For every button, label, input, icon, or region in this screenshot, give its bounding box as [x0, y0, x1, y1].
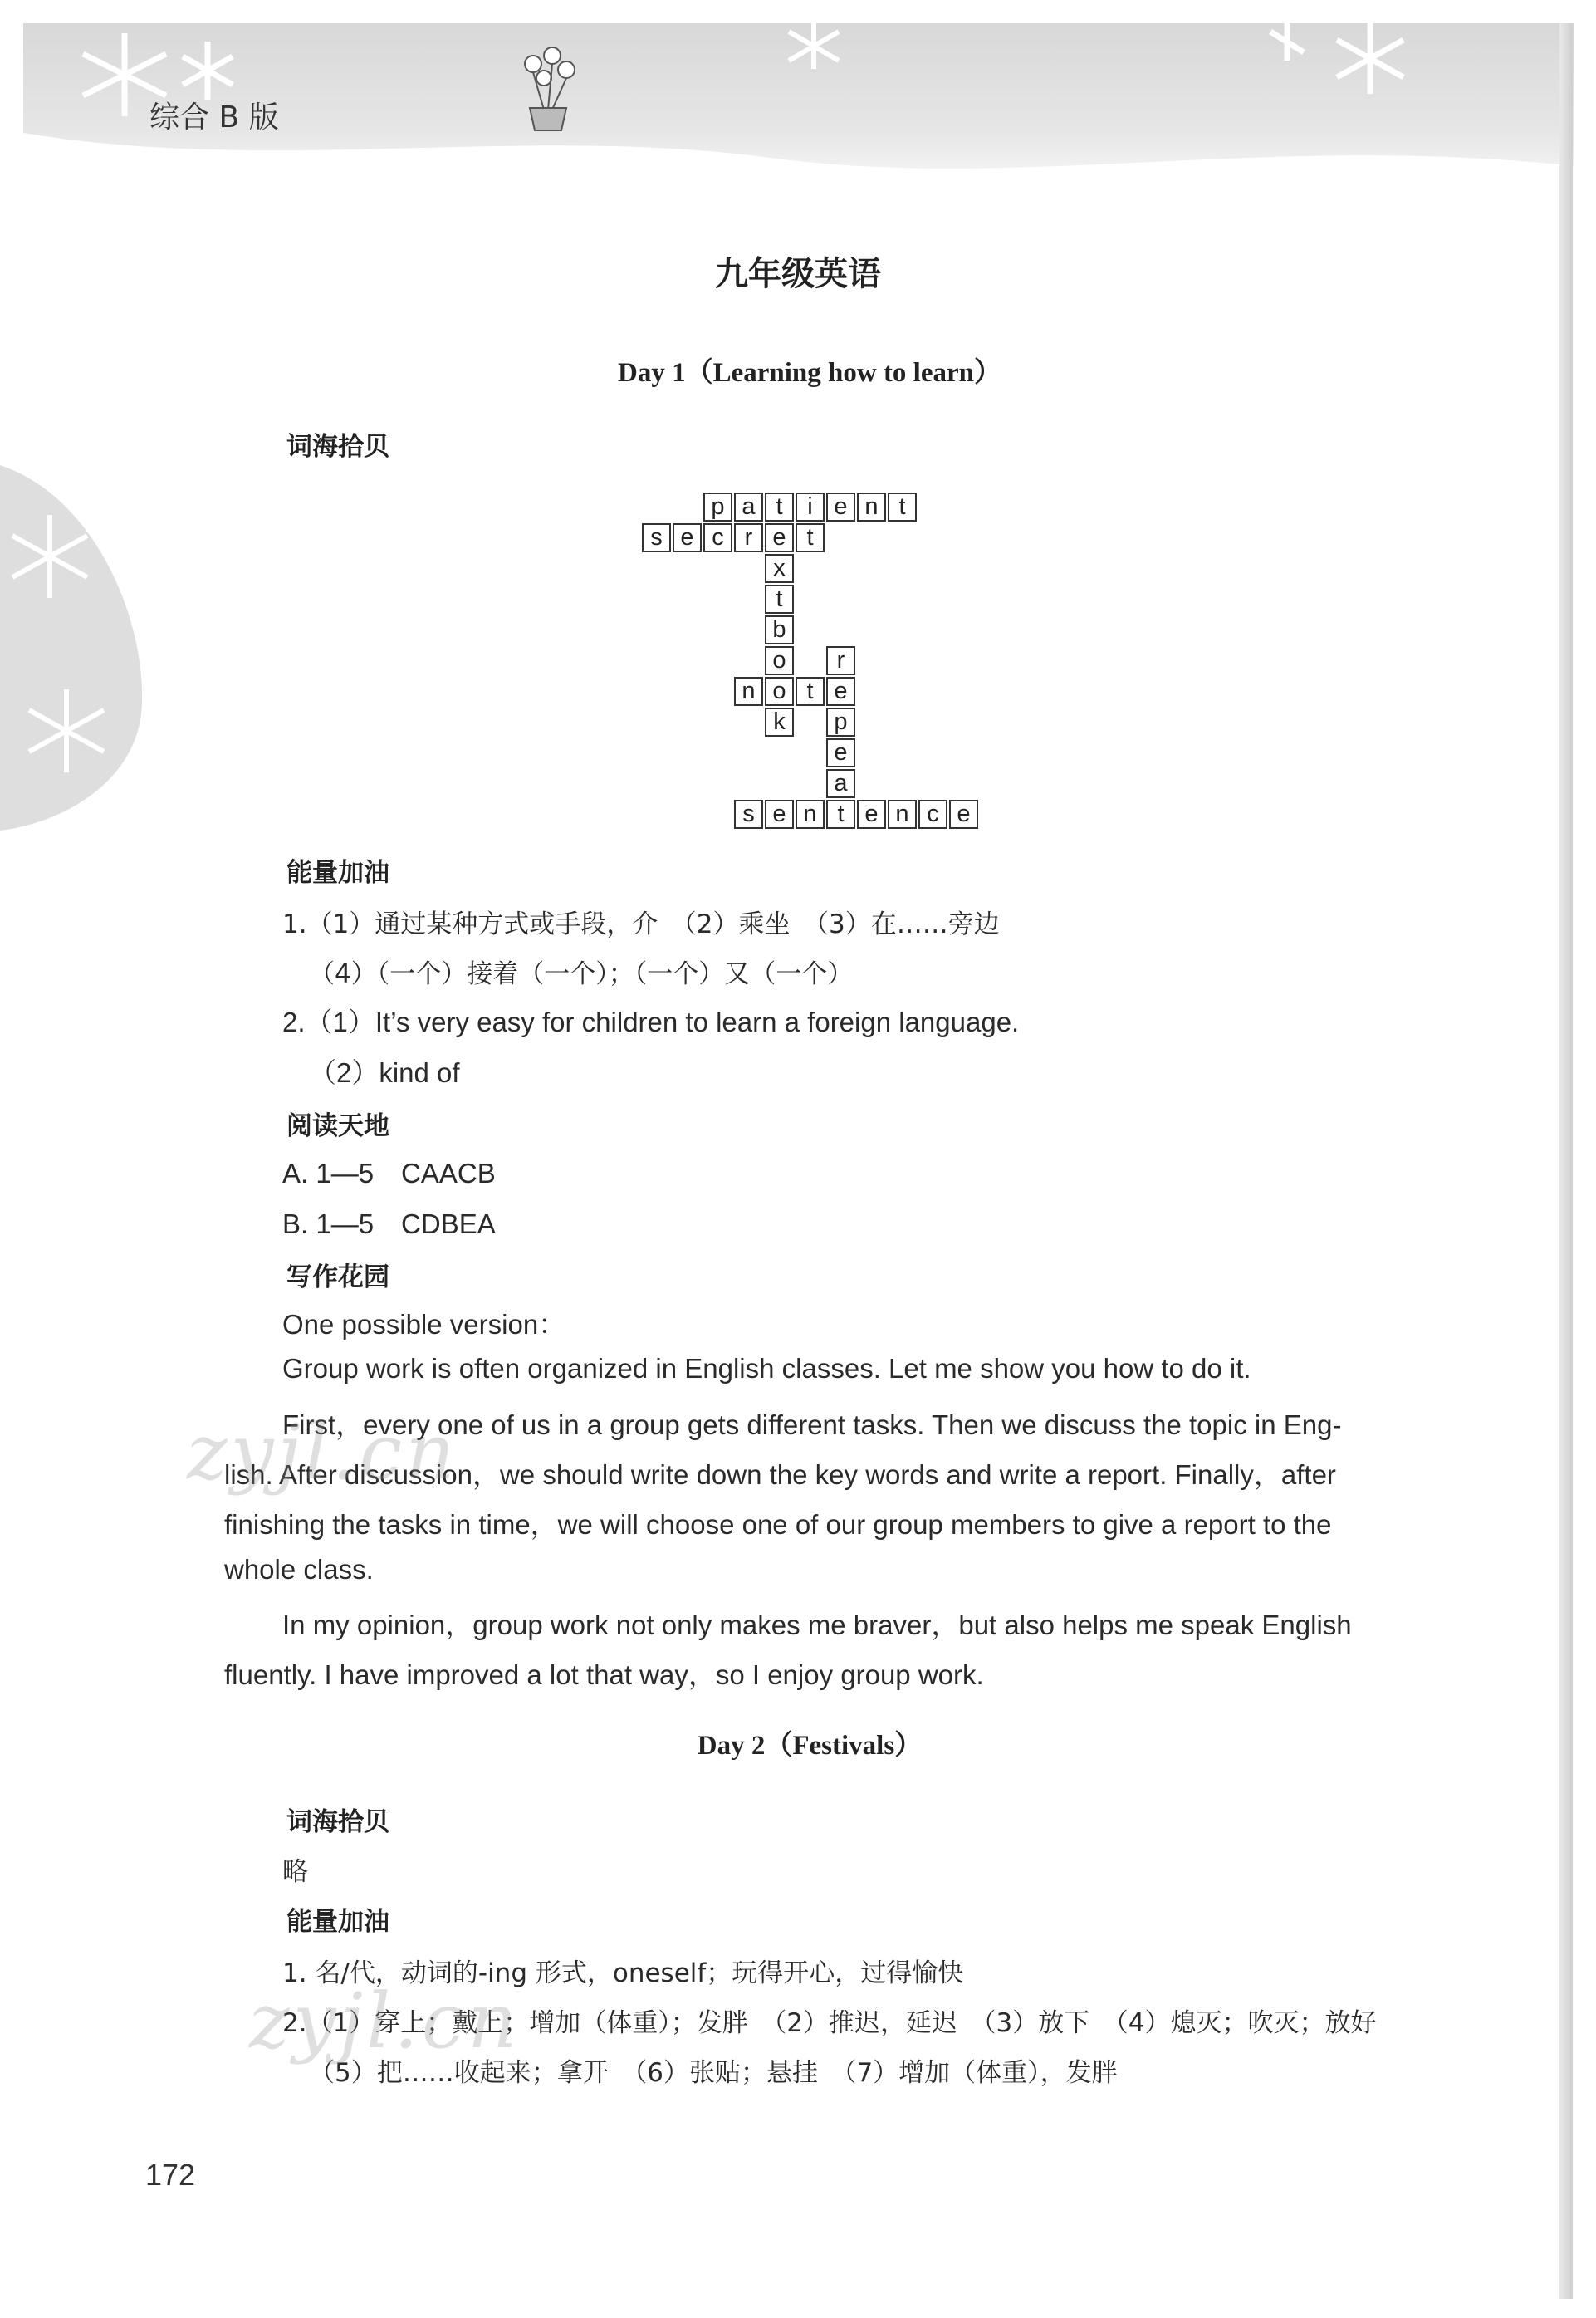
day1-energy-line-4: （2）kind of — [309, 1057, 460, 1088]
writing-line: whole class. — [224, 1554, 374, 1585]
watermark: zyjl.cn — [187, 1408, 458, 1497]
day2-energy-line-3: （5）把……收起来；拿开 （6）张贴；悬挂 （7）增加（体重），发胖 — [309, 2058, 1118, 2088]
crossword-cell: o — [765, 677, 794, 706]
day2-energy-line-2: 2.（1）穿上；戴上；增加（体重）；发胖 （2）推迟，延迟 （3）放下 （4）熄灭；吹灭；放好 — [282, 2008, 1377, 2038]
crossword-cell: t — [796, 523, 825, 552]
day1-reading-heading: 阅读天地 — [286, 1111, 389, 1141]
crossword-cell: a — [734, 493, 763, 522]
crossword-cell: t — [765, 585, 794, 614]
crossword-cell: a — [826, 769, 855, 798]
crossword-cell: r — [734, 523, 763, 552]
crossword-cell: r — [826, 646, 855, 675]
crossword-cell: b — [765, 615, 794, 644]
snowflake-deco-icon — [0, 465, 149, 831]
day1-title: Day 1（Learning how to learn） — [618, 358, 1001, 388]
crossword-cell: t — [796, 677, 825, 706]
day2-title: Day 2（Festivals） — [697, 1731, 923, 1761]
crossword-cell: t — [826, 800, 855, 829]
writing-line: Group work is often organized in English classes. Let me show you how to do it. — [282, 1353, 1251, 1384]
writing-line: First，every one of us in a group gets different tasks. Then we discuss the topic in Eng- — [282, 1409, 1342, 1440]
day2-vocab-heading: 词海拾贝 — [286, 1807, 389, 1837]
crossword-cell: e — [673, 523, 702, 552]
crossword-cell: e — [826, 493, 855, 522]
writing-line: fluently. I have improved a lot that way，so I enjoy group work. — [224, 1659, 984, 1690]
crossword-cell: t — [765, 493, 794, 522]
page-title: 九年级英语 — [715, 254, 881, 293]
day1-reading-line-a: A. 1—5 CAACB — [282, 1158, 496, 1188]
crossword-cell: p — [826, 708, 855, 737]
crossword-cell: c — [703, 523, 732, 552]
writing-line: lish. After discussion，we should write down the key words and write a report. Finally，after — [224, 1459, 1336, 1490]
crossword-cell: i — [796, 493, 825, 522]
crossword-cell: o — [765, 646, 794, 675]
day1-reading-line-b: B. 1—5 CDBEA — [282, 1208, 496, 1239]
crossword-cell: t — [888, 493, 917, 522]
crossword-cell: n — [888, 800, 917, 829]
day1-vocab-heading: 词海拾贝 — [286, 432, 389, 462]
writing-line: finishing the tasks in time，we will choose one of our group members to give a report to the — [224, 1509, 1332, 1540]
crossword-cell: e — [949, 800, 978, 829]
day1-energy-line-2: （4）（一个）接着（一个）；（一个）又（一个） — [309, 959, 854, 989]
snowflake-icon — [1262, 23, 1428, 98]
edition-label: 综合 B 版 — [149, 100, 279, 135]
writing-intro: One possible version： — [282, 1309, 566, 1340]
day1-writing-heading: 写作花园 — [286, 1262, 389, 1292]
day1-energy-line-3: 2.（1）It’s very easy for children to learn a foreign language. — [282, 1007, 1020, 1037]
crossword-cell: c — [918, 800, 947, 829]
crossword-cell: s — [642, 523, 671, 552]
crossword-cell: s — [734, 800, 763, 829]
crossword-cell: e — [826, 738, 855, 767]
crossword-cell: x — [765, 554, 794, 583]
day2-vocab-text: 略 — [282, 1857, 308, 1887]
day2-energy-heading: 能量加油 — [286, 1907, 389, 1937]
crossword-cell: k — [765, 708, 794, 737]
day1-energy-line-1: 1.（1）通过某种方式或手段，介 （2）乘坐 （3）在……旁边 — [282, 909, 1000, 939]
day2-energy-line-1: 1. 名/代，动词的-ing 形式，oneself；玩得开心，过得愉快 — [282, 1958, 964, 1988]
day1-energy-heading: 能量加油 — [286, 858, 389, 888]
snowflake-icon — [764, 23, 864, 73]
crossword-cell: e — [765, 800, 794, 829]
watermark: zyjl.cn — [249, 1977, 521, 2066]
crossword-cell: e — [826, 677, 855, 706]
crossword-cell: n — [734, 677, 763, 706]
crossword-cell: e — [765, 523, 794, 552]
crossword-cell: e — [857, 800, 886, 829]
flower-pot-icon — [515, 43, 581, 135]
crossword-cell: n — [857, 493, 886, 522]
writing-line: In my opinion，group work not only makes me braver，but also helps me speak English — [282, 1610, 1352, 1640]
crossword-cell: n — [796, 800, 825, 829]
page-number: 172 — [145, 2158, 196, 2192]
crossword-cell: p — [703, 493, 732, 522]
